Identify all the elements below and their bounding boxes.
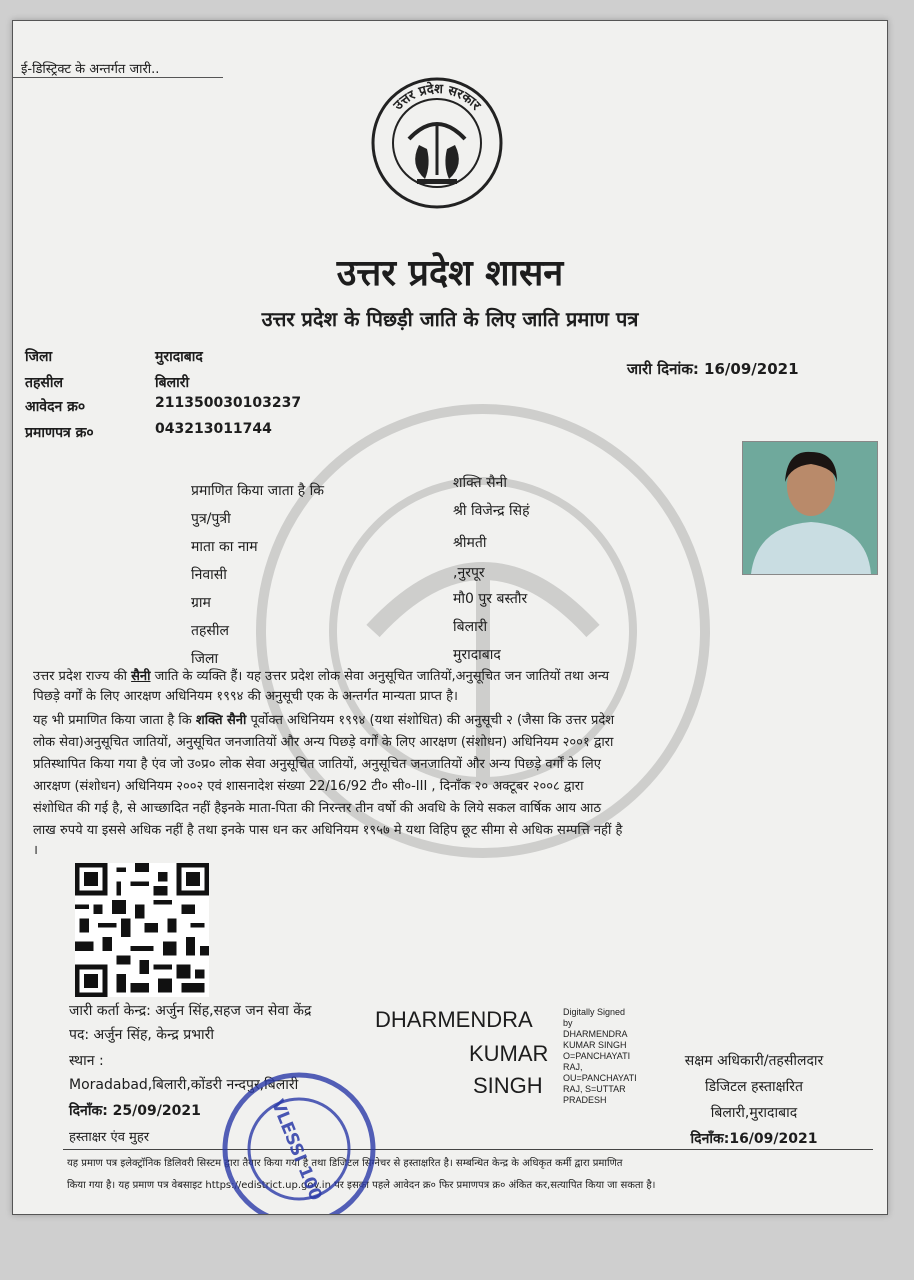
- issuing-centre: जारी कर्ता केन्द्र: अर्जुन सिंह,सहज जन सेवा केंद्र: [69, 1003, 312, 1019]
- resident-value: ,नुरपूर: [453, 565, 485, 581]
- tehsil-label: तहसील: [25, 375, 63, 391]
- application-label: आवेदन क्र०: [25, 399, 86, 415]
- sign-detail-1: Digitally Signed: [563, 1007, 626, 1017]
- digital-sign-name-3: SINGH: [473, 1073, 543, 1098]
- child-of-label: पुत्र/पुत्री: [191, 511, 231, 527]
- qr-code-icon[interactable]: [75, 863, 209, 997]
- district2-label: जिला: [191, 651, 219, 667]
- tehsil2-label: तहसील: [191, 623, 229, 639]
- officer-date: दिनाँक:16/09/2021: [690, 1131, 818, 1147]
- sign-detail-4: KUMAR SINGH: [563, 1040, 627, 1050]
- para1-post: जाति के व्यक्ति हैं। यह उत्तर प्रदेश लोक सेवा अनुसूचित जातियों,अनुसूचित जन जातियों तथा अन्य: [150, 669, 610, 684]
- certificate-title: उत्तर प्रदेश के पिछड़ी जाति के लिए जाति प्रमाण पत्र: [261, 307, 639, 331]
- footer-line-1: यह प्रमाण पत्र इलेक्ट्रॉनिक डिलिवरी सिस्टम द्वारा तैयार किया गया है तथा डिजिटल सिग्नेचर से हस्ताक्षरित है। सम्बन्धित केन्द्र के अधिकृत कर्मी द्वारा प्रमाणित: [67, 1158, 623, 1169]
- officer-digital: डिजिटल हस्ताक्षरित: [705, 1079, 803, 1095]
- father-name: श्री विजेन्द्र सिहं: [453, 503, 530, 519]
- certificate-label: प्रमाणपत्र क्र०: [25, 425, 94, 441]
- certificate-sheet: [12, 20, 888, 1215]
- seal-text: VLESSI 100: [266, 1096, 326, 1204]
- applicant-photo: [742, 441, 878, 575]
- place-label: स्थान :: [69, 1053, 104, 1069]
- header-divider: [13, 77, 223, 78]
- sign-detail-9: PRADESH: [563, 1095, 607, 1105]
- official-seal-stamp-icon: [219, 1069, 379, 1215]
- para2-pre: यह भी प्रमाणित किया जाता है कि: [33, 713, 196, 728]
- sign-detail-2: by: [563, 1018, 573, 1028]
- resident-label: निवासी: [191, 567, 227, 583]
- sign-detail-8: RAJ, S=UTTAR: [563, 1084, 626, 1094]
- paragraph-2-line-5: संशोधित की गई है, से आच्छादित नहीं हैइनके माता-पिता की निरन्तर तीन वर्षो की अवधि के लिये सकल वार्षिक आय आठ: [33, 801, 601, 816]
- applicant-name: शक्ति सैनी: [453, 475, 507, 491]
- paragraph-2-line-4: आरक्षण (संशोधन) अधिनियम २००२ एवं शासनादेश संख्या 22/16/92 टी० सी०-III , दिनाँक २० अक्टूबर २००८ द्वारा: [33, 779, 584, 794]
- district2-value: मुरादाबाद: [453, 647, 501, 663]
- svg-text:उत्तर प्रदेश सरकार: [390, 81, 483, 114]
- person-photo-icon: [743, 442, 877, 574]
- footer-divider: [63, 1149, 873, 1150]
- government-title: उत्तर प्रदेश शासन: [336, 252, 564, 294]
- digital-sign-details: [563, 1007, 663, 1106]
- officer-place: बिलारी,मुरादाबाद: [710, 1105, 798, 1121]
- para2-post: पूर्वोक्त अधिनियम १९९४ (यथा संशोधित) की अनुसूची २ (जैसा कि उत्तर प्रदेश: [246, 713, 615, 728]
- up-emblem-icon: [369, 75, 505, 211]
- paragraph-2-line-1: [33, 711, 873, 731]
- paragraph-1-line-1: [33, 667, 873, 687]
- tehsil2-value: बिलारी: [453, 619, 488, 635]
- header-note: ई-डिस्ट्रिक्ट के अन्तर्गत जारी..: [21, 62, 160, 77]
- certificate-number: 043213011744: [155, 421, 272, 437]
- paragraph-2-line-3: प्रतिस्थापित किया गया है एंव जो उ०प्र० लोक सेवा अनुसूचित जातियों, अनुसूचित जनजातियों और अन्य पिछड़े वर्गों के लिए: [33, 757, 601, 772]
- sign-detail-7: OU=PANCHAYATI: [563, 1073, 637, 1083]
- tehsil-value: बिलारी: [155, 375, 190, 391]
- certified-label: प्रमाणित किया जाता है कि: [191, 483, 325, 499]
- caste-name: सैनी: [131, 669, 151, 684]
- paragraph-2-line-7: ।: [33, 843, 38, 858]
- place-value: Moradabad,बिलारी,कोंडरी नन्दपुर,बिलारी: [69, 1077, 299, 1093]
- issue-date: जारी दिनांक: 16/09/2021: [627, 360, 799, 378]
- mother-name: श्रीमती: [453, 535, 487, 551]
- para1-pre: उत्तर प्रदेश राज्य की: [33, 669, 132, 684]
- emblem-text: उत्तर प्रदेश सरकार: [390, 81, 484, 114]
- village-value: मौ0 पुर बस्तौर: [453, 591, 528, 607]
- sign-detail-5: O=PANCHAYATI: [563, 1051, 631, 1061]
- sign-detail-6: RAJ,: [563, 1062, 583, 1072]
- digital-sign-name-2: KUMAR: [469, 1041, 549, 1066]
- issuer-date: दिनाँक: 25/09/2021: [69, 1103, 201, 1119]
- digital-sign-name-1: DHARMENDRA: [375, 1007, 533, 1032]
- application-number: 211350030103237: [155, 395, 302, 411]
- footer-line-2: किया गया है। यह प्रमाण पत्र वेबसाइट https://edistrict.up.gov.in पर इसका पहले आवेदन क्र० फिर प्रमाणपत्र क्र० अंकित कर,सत्यापित किया जा सकता है।: [67, 1180, 656, 1191]
- para2-name: शक्ति सैनी: [195, 713, 247, 728]
- signature-stamp-label: हस्ताक्षर एंव मुहर: [69, 1130, 150, 1145]
- sign-detail-3: DHARMENDRA: [563, 1029, 628, 1039]
- mother-label: माता का नाम: [191, 539, 258, 555]
- village-label: ग्राम: [191, 595, 211, 611]
- paragraph-2-line-2: लोक सेवा)अनुसूचित जातियों, अनुसूचित जनजातियों और अन्य पिछड़े वर्गों के लिए आरक्षण (संशोधन) अधिनियम २००१ द्वारा: [33, 735, 614, 750]
- officer-title: सक्षम अधिकारी/तहसीलदार: [684, 1053, 824, 1069]
- district-value: मुरादाबाद: [155, 349, 203, 365]
- district-label: जिला: [25, 349, 53, 365]
- issuer-post: पद: अर्जुन सिंह, केन्द्र प्रभारी: [69, 1027, 215, 1043]
- paragraph-2-line-6: लाख रुपये या इससे अधिक नहीं है तथा इनके पास धन कर अधिनियम १९५७ मे यथा विहिप छूट सीमा से अधिक सम्पत्ति नहीं है: [33, 823, 623, 838]
- paragraph-1-line-2: पिछड़े वर्गों के लिए आरक्षण अधिनियम १९९४ की अनुसूची एक के अन्तर्गत मान्यता प्राप्त है।: [33, 689, 458, 704]
